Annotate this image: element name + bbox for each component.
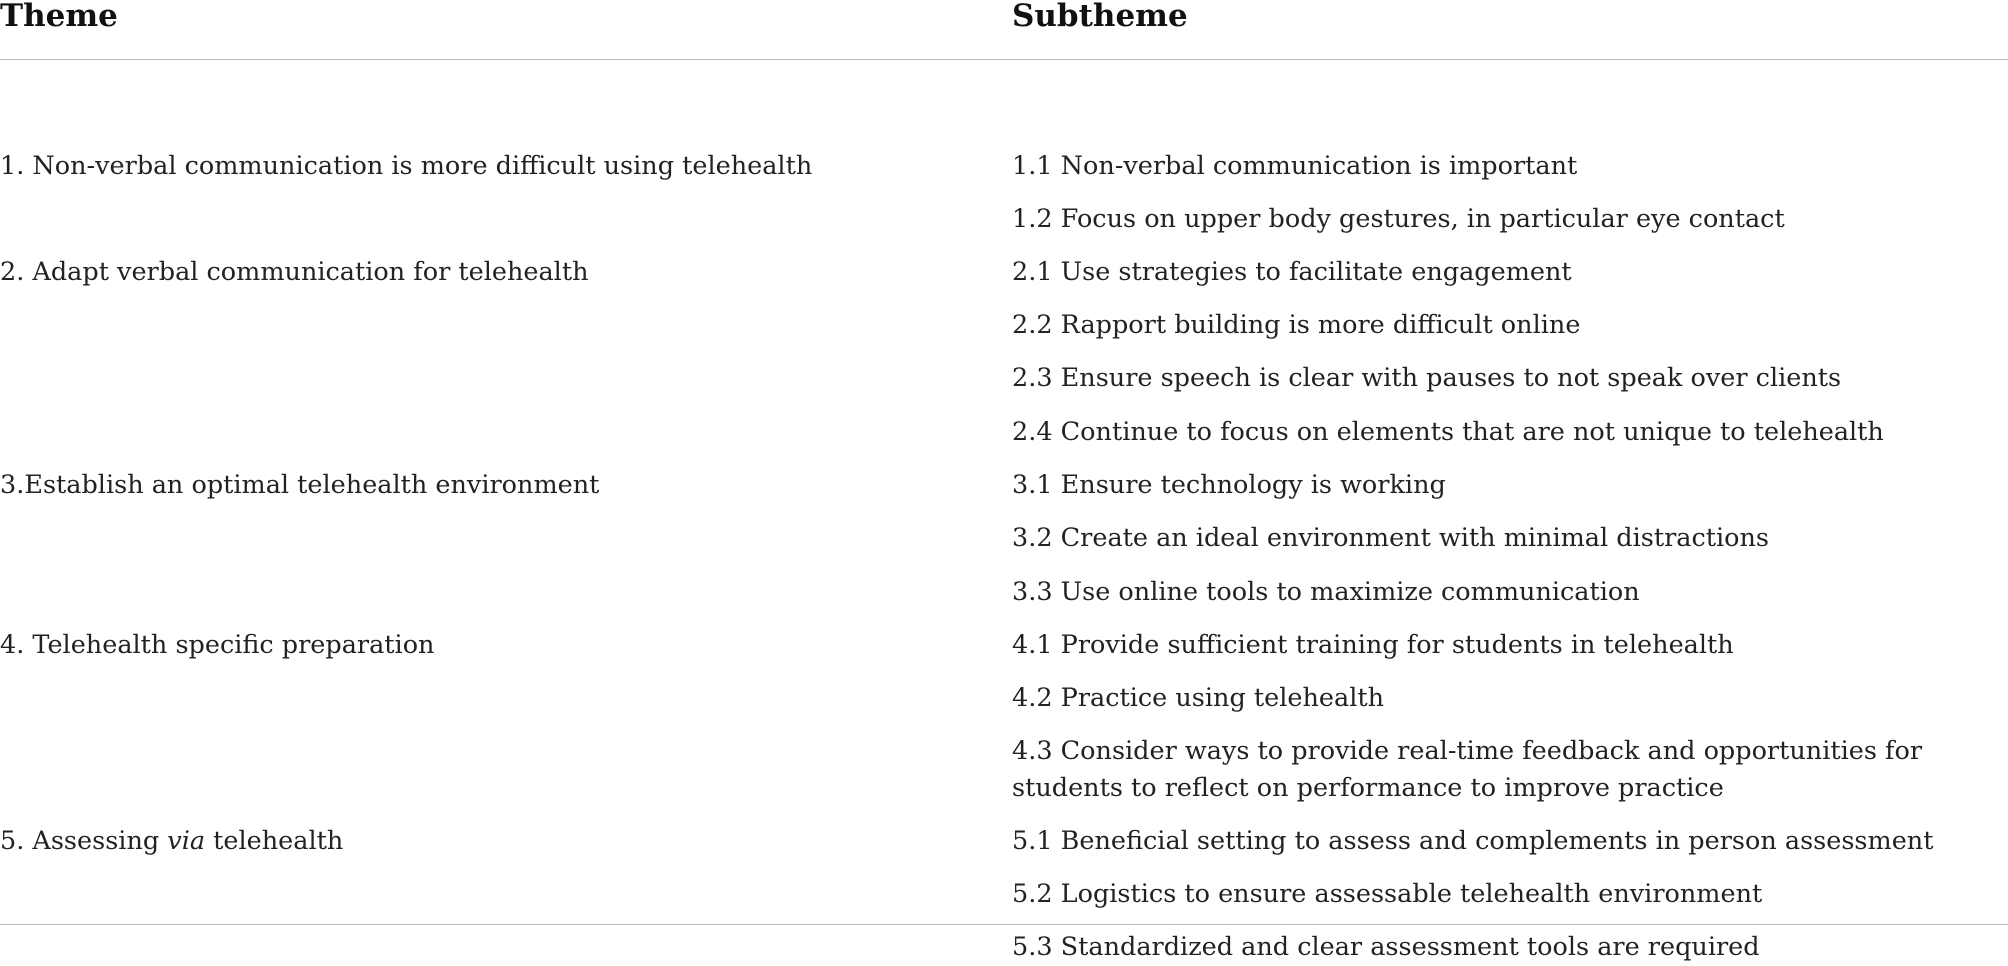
subtheme-column-header: Subtheme	[1012, 0, 1188, 34]
table-header	[0, 0, 2008, 60]
theme-5-suffix: telehealth	[205, 826, 344, 856]
theme-3: 3.Establish an optimal telehealth environment	[0, 470, 600, 500]
theme-5-italic: via	[167, 826, 206, 856]
subtheme-4-2: 4.2 Practice using telehealth	[1012, 683, 1385, 713]
theme-1: 1. Non-verbal communication is more difficult using telehealth	[0, 151, 813, 181]
subtheme-2-3: 2.3 Ensure speech is clear with pauses to not speak over clients	[1012, 363, 1842, 393]
subtheme-3-3: 3.3 Use online tools to maximize communication	[1012, 577, 1640, 607]
table-bottom-rule	[0, 924, 2008, 925]
theme-5-prefix: 5. Assessing	[0, 826, 168, 856]
subtheme-4-1: 4.1 Provide sufficient training for students in telehealth	[1012, 630, 1734, 660]
subtheme-2-1: 2.1 Use strategies to facilitate engagement	[1012, 257, 1572, 287]
theme-4: 4. Telehealth specific preparation	[0, 630, 435, 660]
subtheme-1-2: 1.2 Focus on upper body gestures, in particular eye contact	[1012, 204, 1785, 234]
subtheme-5-2: 5.2 Logistics to ensure assessable telehealth environment	[1012, 879, 1763, 909]
subtheme-3-1: 3.1 Ensure technology is working	[1012, 470, 1446, 500]
subtheme-3-2: 3.2 Create an ideal environment with minimal distractions	[1012, 523, 1770, 553]
subtheme-2-4: 2.4 Continue to focus on elements that are not unique to telehealth	[1012, 417, 1884, 447]
subtheme-1-1: 1.1 Non-verbal communication is important	[1012, 151, 1578, 181]
subtheme-2-2: 2.2 Rapport building is more difficult online	[1012, 310, 1581, 340]
subtheme-5-3: 5.3 Standardized and clear assessment tools are required	[1012, 932, 1760, 962]
theme-column-header: Theme	[0, 0, 118, 34]
theme-2: 2. Adapt verbal communication for telehealth	[0, 257, 589, 287]
theme-5	[0, 823, 343, 860]
subtheme-5-1: 5.1 Beneficial setting to assess and complements in person assessment	[1012, 826, 1934, 856]
subtheme-4-3: 4.3 Consider ways to provide real-time feedback and opportunities for students to reflect on performance to improve practice	[1012, 736, 1923, 803]
